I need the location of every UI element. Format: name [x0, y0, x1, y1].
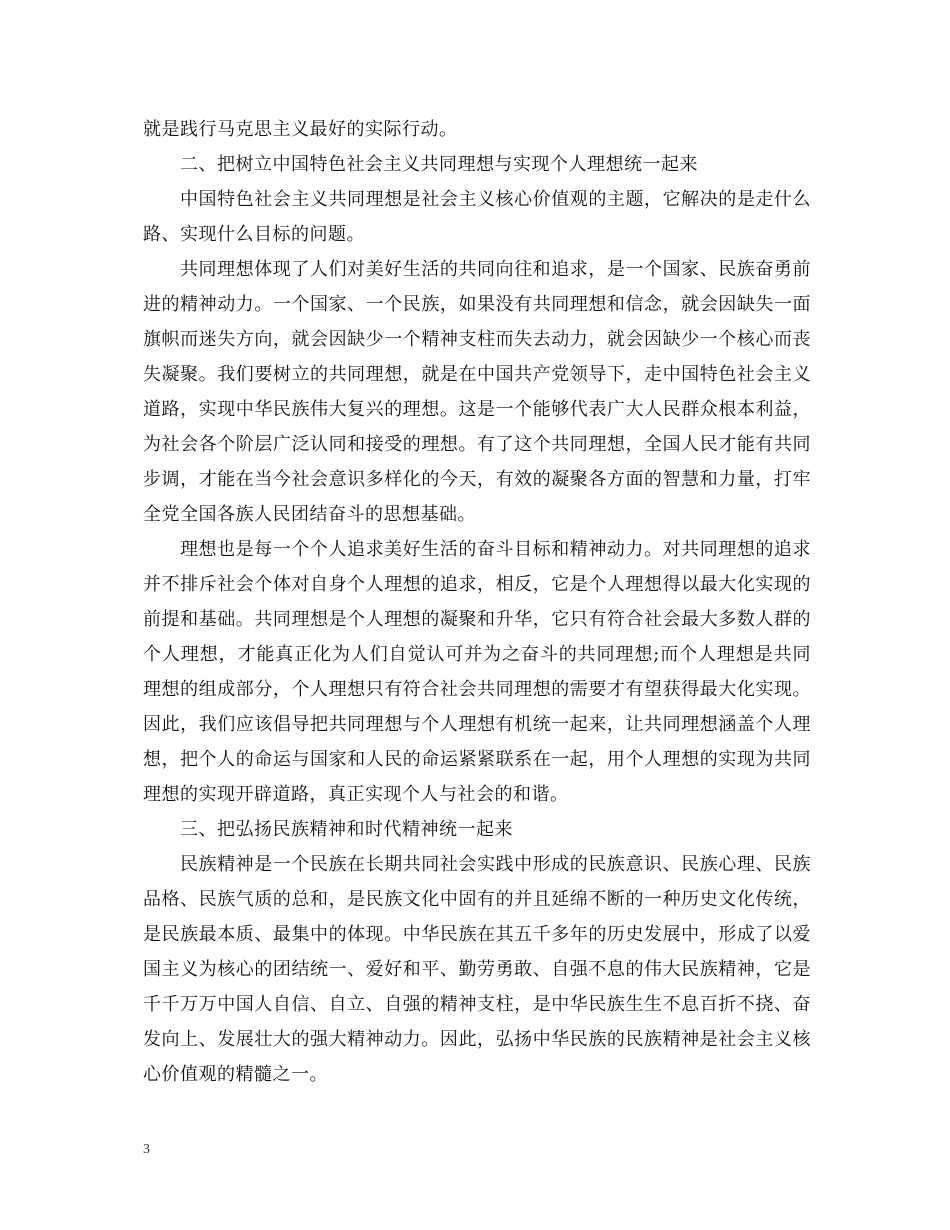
section-heading: 三、把弘扬民族精神和时代精神统一起来: [180, 819, 513, 840]
page-number: 3: [143, 1142, 150, 1157]
document-body: [143, 112, 811, 1092]
paragraph: 中国特色社会主义共同理想是社会主义核心价值观的主题，它解决的是走什么路、实现什么目标的问题。: [143, 189, 811, 245]
section-heading: 二、把树立中国特色社会主义共同理想与实现个人理想统一起来: [180, 154, 698, 175]
paragraph: 就是践行马克思主义最好的实际行动。: [143, 119, 458, 140]
paragraph: 民族精神是一个民族在长期共同社会实践中形成的民族意识、民族心理、民族品格、民族气质的总和，是民族文化中固有的并且延绵不断的一种历史文化传统，是民族最本质、最集中的体现。中华民族在其五千多年的历史发展中，形成了以爱国主义为核心的团结统一、爱好和平、勤劳勇敢、自强不息的伟大民族精神，它是千千万万中国人自信、自立、自强的精神支柱，是中华民族生生不息百折不挠、奋发向上、发展壮大的强大精神动力。因此，弘扬中华民族的民族精神是社会主义核心价值观的精髓之一。: [143, 854, 811, 1085]
paragraph: 共同理想体现了人们对美好生活的共同向往和追求，是一个国家、民族奋勇前进的精神动力。一个国家、一个民族，如果没有共同理想和信念，就会因缺失一面旗帜而迷失方向，就会因缺少一个精神支柱而失去动力，就会因缺少一个核心而丧失凝聚。我们要树立的共同理想，就是在中国共产党领导下，走中国特色社会主义道路，实现中华民族伟大复兴的理想。这是一个能够代表广大人民群众根本利益，为社会各个阶层广泛认同和接受的理想。有了这个共同理想，全国人民才能有共同步调，才能在当今社会意识多样化的今天，有效的凝聚各方面的智慧和力量，打牢全党全国各族人民团结奋斗的思想基础。: [143, 259, 811, 525]
paragraph: 理想也是每一个个人追求美好生活的奋斗目标和精神动力。对共同理想的追求并不排斥社会个体对自身个人理想的追求，相反，它是个人理想得以最大化实现的前提和基础。共同理想是个人理想的凝聚和升华，它只有符合社会最大多数人群的个人理想，才能真正化为人们自觉认可并为之奋斗的共同理想;而个人理想是共同理想的组成部分，个人理想只有符合社会共同理想的需要才有望获得最大化实现。因此，我们应该倡导把共同理想与个人理想有机统一起来，让共同理想涵盖个人理想，把个人的命运与国家和人民的命运紧紧联系在一起，用个人理想的实现为共同理想的实现开辟道路，真正实现个人与社会的和谐。: [143, 539, 811, 805]
